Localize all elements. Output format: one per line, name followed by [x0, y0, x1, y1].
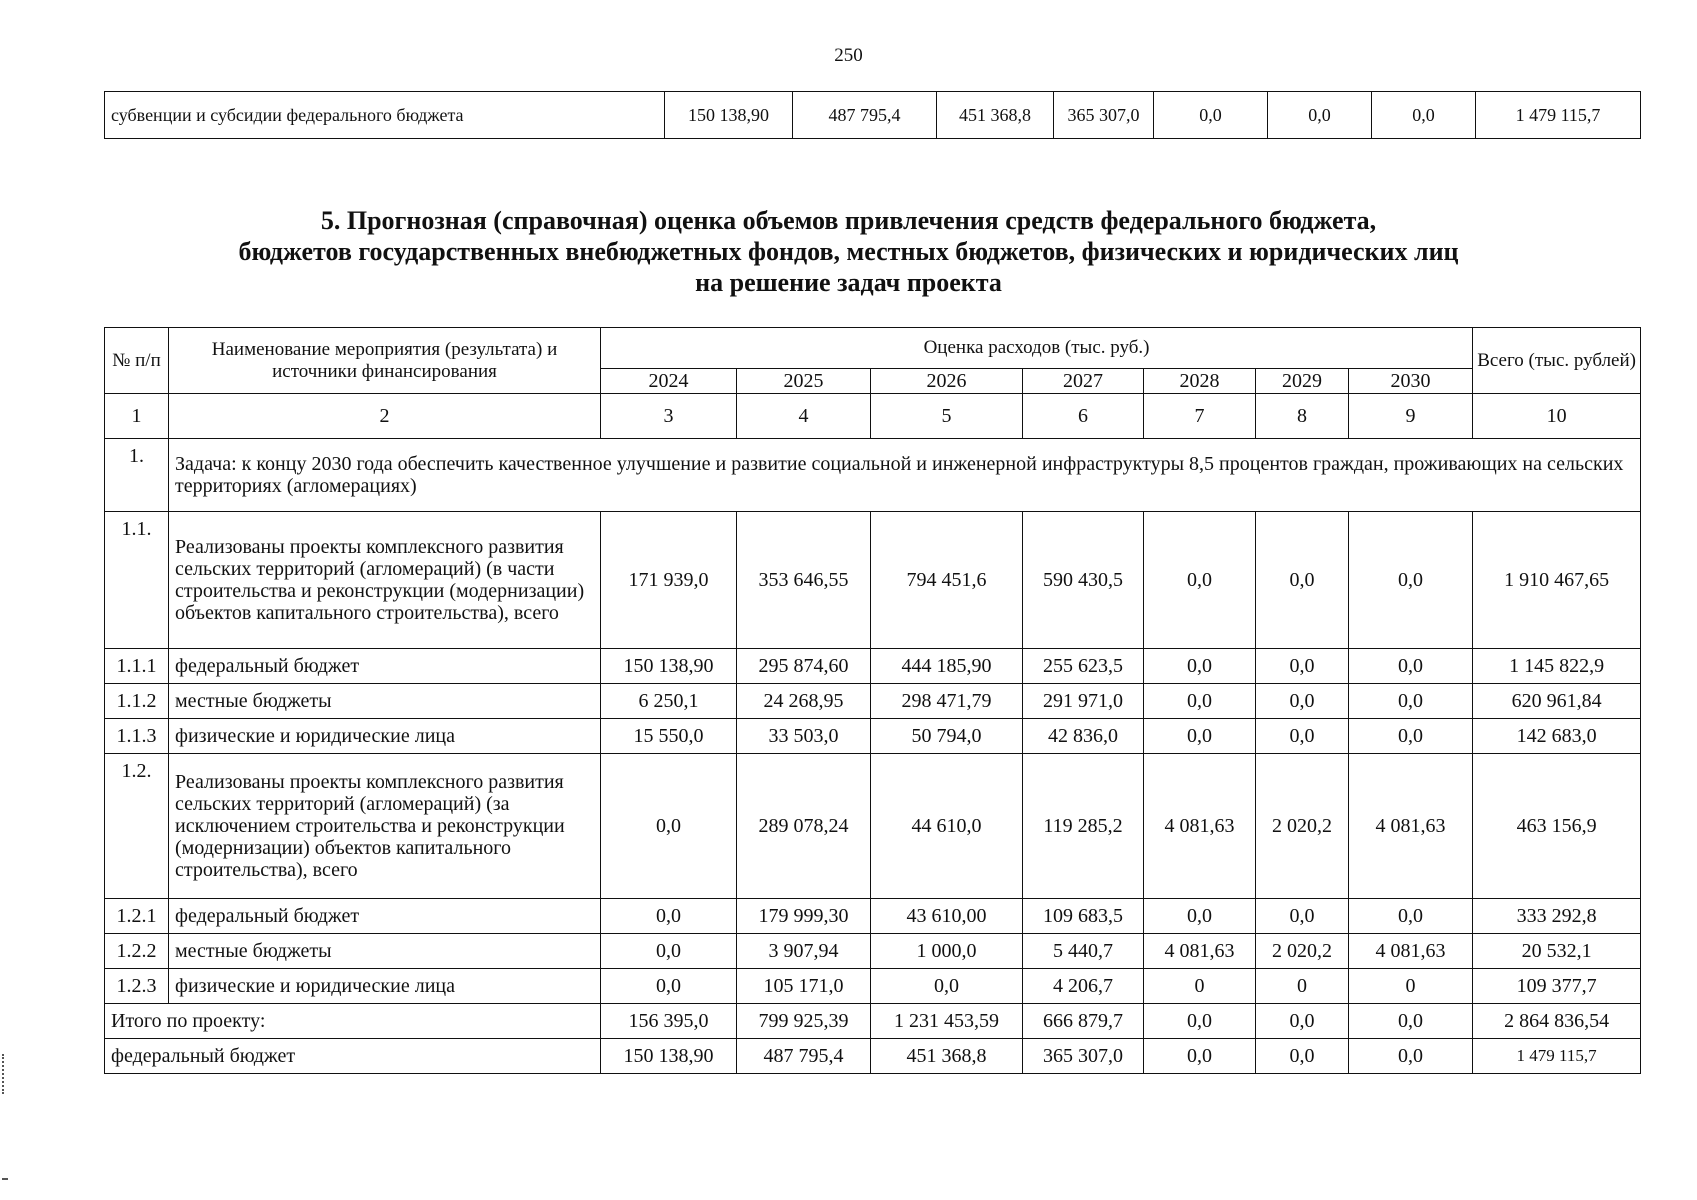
row-value: 4 081,63: [1349, 754, 1473, 899]
row-index: 1.2.3: [105, 969, 169, 1004]
cell-2027: 365 307,0: [1054, 92, 1154, 139]
row-value: 291 971,0: [1023, 684, 1144, 719]
row-value: 20 532,1: [1473, 934, 1641, 969]
total-value: 0,0: [1256, 1004, 1349, 1039]
row-name: федеральный бюджет: [169, 649, 601, 684]
header-estimate: Оценка расходов (тыс. руб.): [601, 328, 1473, 369]
row-value: 4 081,63: [1144, 934, 1256, 969]
row-value: 0,0: [1256, 649, 1349, 684]
row-index: 1.1.1: [105, 649, 169, 684]
row-value: 444 185,90: [871, 649, 1023, 684]
table-row: [105, 512, 1641, 649]
column-number: 3: [601, 394, 737, 439]
total-value: 156 395,0: [601, 1004, 737, 1039]
table-row: [105, 719, 1641, 754]
total-value: 0,0: [1144, 1039, 1256, 1074]
row-index: 1.1.: [105, 512, 169, 649]
row-value: 0: [1256, 969, 1349, 1004]
row-value: 0,0: [601, 969, 737, 1004]
row-value: 0,0: [1256, 899, 1349, 934]
cell-2025: 487 795,4: [793, 92, 937, 139]
row-value: 15 550,0: [601, 719, 737, 754]
column-number: 5: [871, 394, 1023, 439]
total-label: федеральный бюджет: [105, 1039, 601, 1074]
row-value: 2 020,2: [1256, 754, 1349, 899]
total-value: 0,0: [1349, 1039, 1473, 1074]
row-value: 109 377,7: [1473, 969, 1641, 1004]
row-value: 0,0: [1256, 512, 1349, 649]
header-num: № п/п: [105, 328, 169, 394]
row-value: 463 156,9: [1473, 754, 1641, 899]
row-value: 295 874,60: [737, 649, 871, 684]
total-value: 451 368,8: [871, 1039, 1023, 1074]
column-number-row: [105, 394, 1641, 439]
header-year: 2030: [1349, 369, 1473, 394]
row-name: Реализованы проекты комплексного развития сельских территорий (агломераций) (за исключением строительства и реконструкции (модернизации) объектов капитального строительства), всего: [169, 754, 601, 899]
section-title-line-1: 5. Прогнозная (справочная) оценка объемов привлечения средств федерального бюджета,: [320, 206, 1377, 235]
funding-table: [104, 327, 1641, 1074]
header-name: Наименование мероприятия (результата) и источники финансирования: [169, 328, 601, 394]
row-value: 289 078,24: [737, 754, 871, 899]
column-number: 6: [1023, 394, 1144, 439]
row-value: 171 939,0: [601, 512, 737, 649]
header-year: 2026: [871, 369, 1023, 394]
row-value: 43 610,00: [871, 899, 1023, 934]
row-value: 1 000,0: [871, 934, 1023, 969]
row-value: 0: [1144, 969, 1256, 1004]
row-name: федеральный бюджет: [169, 899, 601, 934]
row-index: 1.1.2: [105, 684, 169, 719]
row-value: 1 910 467,65: [1473, 512, 1641, 649]
row-value: 620 961,84: [1473, 684, 1641, 719]
header-year: 2027: [1023, 369, 1144, 394]
total-row: [105, 1004, 1641, 1039]
margin-mark: [2, 1054, 8, 1094]
row-value: 0,0: [601, 754, 737, 899]
header-year: 2029: [1256, 369, 1349, 394]
top-continuation-table: [104, 91, 1641, 139]
total-value: 1 231 453,59: [871, 1004, 1023, 1039]
table-row: [105, 649, 1641, 684]
column-number: 8: [1256, 394, 1349, 439]
row-name: местные бюджеты: [169, 934, 601, 969]
total-value: 365 307,0: [1023, 1039, 1144, 1074]
row-value: 298 471,79: [871, 684, 1023, 719]
total-value: 1 479 115,7: [1473, 1039, 1641, 1074]
task-row: [105, 439, 1641, 512]
row-value: 0,0: [1144, 719, 1256, 754]
total-value: 0,0: [1144, 1004, 1256, 1039]
row-value: 4 081,63: [1349, 934, 1473, 969]
row-value: 33 503,0: [737, 719, 871, 754]
row-value: 333 292,8: [1473, 899, 1641, 934]
row-name: местные бюджеты: [169, 684, 601, 719]
total-value: 2 864 836,54: [1473, 1004, 1641, 1039]
cell-2028: 0,0: [1154, 92, 1268, 139]
row-value: 24 268,95: [737, 684, 871, 719]
cell-2026: 451 368,8: [937, 92, 1054, 139]
row-value: 4 081,63: [1144, 754, 1256, 899]
row-value: 0,0: [1349, 719, 1473, 754]
row-value: 0: [1349, 969, 1473, 1004]
total-value: 0,0: [1349, 1004, 1473, 1039]
table-row: [105, 92, 1641, 139]
row-value: 0,0: [601, 934, 737, 969]
header-year: 2028: [1144, 369, 1256, 394]
row-value: 0,0: [1144, 899, 1256, 934]
table-row: [105, 934, 1641, 969]
column-number: 2: [169, 394, 601, 439]
row-value: 2 020,2: [1256, 934, 1349, 969]
cell-total: 1 479 115,7: [1476, 92, 1641, 139]
row-index: 1.1.3: [105, 719, 169, 754]
total-value: 150 138,90: [601, 1039, 737, 1074]
column-number: 9: [1349, 394, 1473, 439]
row-index: 1.2.: [105, 754, 169, 899]
section-title: [0, 205, 1697, 298]
row-label: субвенции и субсидии федерального бюджета: [105, 92, 665, 139]
page-number: 250: [834, 45, 863, 66]
total-value: 0,0: [1256, 1039, 1349, 1074]
row-value: 255 623,5: [1023, 649, 1144, 684]
row-value: 794 451,6: [871, 512, 1023, 649]
row-value: 590 430,5: [1023, 512, 1144, 649]
row-value: 0,0: [1256, 684, 1349, 719]
header-total: Всего (тыс. рублей): [1473, 328, 1641, 394]
total-row: [105, 1039, 1641, 1074]
row-value: 142 683,0: [1473, 719, 1641, 754]
row-value: 0,0: [1144, 512, 1256, 649]
row-value: 3 907,94: [737, 934, 871, 969]
row-value: 0,0: [1349, 649, 1473, 684]
section-title-line-2: бюджетов государственных внебюджетных фондов, местных бюджетов, физических и юридических лиц: [238, 237, 1459, 266]
row-value: 5 440,7: [1023, 934, 1144, 969]
row-value: 0,0: [1349, 684, 1473, 719]
row-value: 0,0: [601, 899, 737, 934]
cell-2030: 0,0: [1372, 92, 1476, 139]
header-year: 2025: [737, 369, 871, 394]
column-number: 4: [737, 394, 871, 439]
row-index: 1.2.1: [105, 899, 169, 934]
header-row: [105, 328, 1641, 369]
total-value: 487 795,4: [737, 1039, 871, 1074]
row-value: 1 145 822,9: [1473, 649, 1641, 684]
row-name: физические и юридические лица: [169, 969, 601, 1004]
row-value: 44 610,0: [871, 754, 1023, 899]
row-value: 179 999,30: [737, 899, 871, 934]
table-row: [105, 754, 1641, 899]
column-number: 10: [1473, 394, 1641, 439]
total-label: Итого по проекту:: [105, 1004, 601, 1039]
task-text: Задача: к концу 2030 года обеспечить качественное улучшение и развитие социальной и инженерной инфраструктуры 8,5 процентов граждан, проживающих на сельских территориях (агломерациях): [169, 439, 1641, 512]
row-value: 0,0: [1349, 899, 1473, 934]
cell-2029: 0,0: [1268, 92, 1372, 139]
row-value: 109 683,5: [1023, 899, 1144, 934]
table-row: [105, 899, 1641, 934]
cell-2024: 150 138,90: [665, 92, 793, 139]
row-value: 150 138,90: [601, 649, 737, 684]
total-value: 799 925,39: [737, 1004, 871, 1039]
section-title-line-3: на решение задач проекта: [695, 268, 1002, 297]
row-value: 6 250,1: [601, 684, 737, 719]
row-value: 0,0: [1144, 684, 1256, 719]
row-index: 1.2.2: [105, 934, 169, 969]
row-value: 0,0: [1349, 512, 1473, 649]
column-number: 7: [1144, 394, 1256, 439]
row-value: 0,0: [871, 969, 1023, 1004]
row-value: 4 206,7: [1023, 969, 1144, 1004]
row-value: 105 171,0: [737, 969, 871, 1004]
margin-dash: [2, 1178, 8, 1180]
row-value: 50 794,0: [871, 719, 1023, 754]
header-year: 2024: [601, 369, 737, 394]
table-row: [105, 969, 1641, 1004]
table-row: [105, 684, 1641, 719]
column-number: 1: [105, 394, 169, 439]
row-value: 42 836,0: [1023, 719, 1144, 754]
row-value: 0,0: [1144, 649, 1256, 684]
row-value: 353 646,55: [737, 512, 871, 649]
row-value: 0,0: [1256, 719, 1349, 754]
task-index: 1.: [105, 439, 169, 512]
row-value: 119 285,2: [1023, 754, 1144, 899]
row-name: физические и юридические лица: [169, 719, 601, 754]
total-value: 666 879,7: [1023, 1004, 1144, 1039]
row-name: Реализованы проекты комплексного развития сельских территорий (агломераций) (в части строительства и реконструкции (модернизации) объектов капитального строительства), всего: [169, 512, 601, 649]
